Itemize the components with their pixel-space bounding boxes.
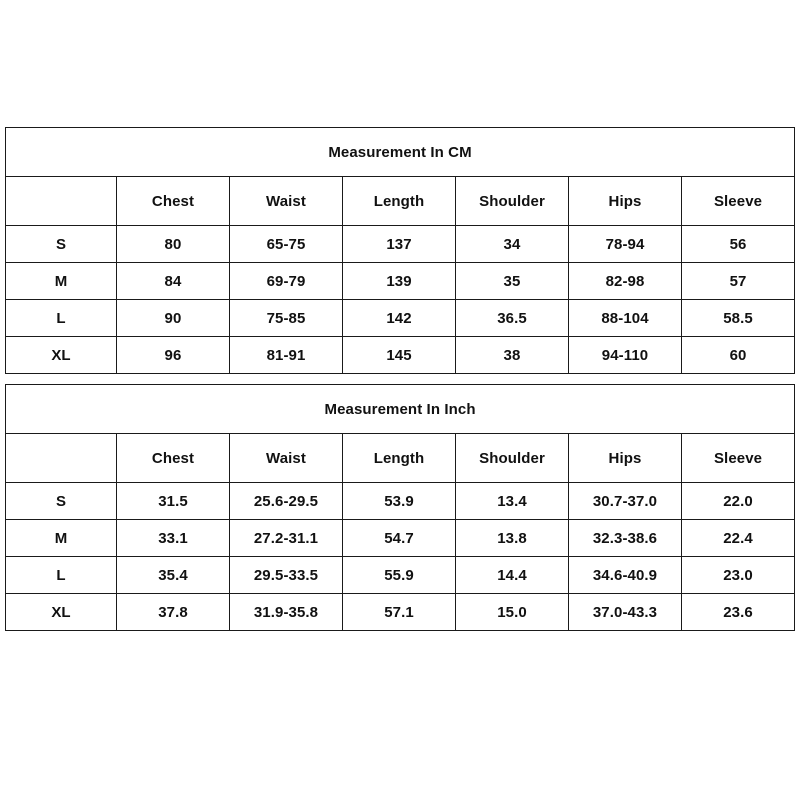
cell-hips: 30.7-37.0: [569, 483, 682, 520]
column-header-length: Length: [343, 434, 456, 483]
table-title: Measurement In Inch: [6, 385, 795, 434]
column-header-chest: Chest: [117, 177, 230, 226]
cell-shoulder: 35: [456, 263, 569, 300]
cell-sleeve: 60: [682, 337, 795, 374]
size-label: S: [6, 483, 117, 520]
cell-shoulder: 15.0: [456, 594, 569, 631]
header-row: [6, 434, 795, 483]
size-label: S: [6, 226, 117, 263]
size-label: XL: [6, 594, 117, 631]
cell-shoulder: 14.4: [456, 557, 569, 594]
size-chart-inch: [5, 384, 795, 631]
cell-shoulder: 38: [456, 337, 569, 374]
cell-sleeve: 56: [682, 226, 795, 263]
cell-length: 142: [343, 300, 456, 337]
cell-waist: 27.2-31.1: [230, 520, 343, 557]
cell-chest: 31.5: [117, 483, 230, 520]
corner-cell: [6, 177, 117, 226]
size-label: L: [6, 300, 117, 337]
cell-chest: 90: [117, 300, 230, 337]
cell-waist: 69-79: [230, 263, 343, 300]
cell-waist: 75-85: [230, 300, 343, 337]
table-row: [6, 337, 795, 374]
table-row: [6, 300, 795, 337]
cell-sleeve: 22.4: [682, 520, 795, 557]
cell-shoulder: 13.4: [456, 483, 569, 520]
table-row: [6, 226, 795, 263]
cell-waist: 25.6-29.5: [230, 483, 343, 520]
cell-chest: 37.8: [117, 594, 230, 631]
cell-length: 57.1: [343, 594, 456, 631]
table-row: [6, 520, 795, 557]
column-header-hips: Hips: [569, 177, 682, 226]
column-header-shoulder: Shoulder: [456, 434, 569, 483]
cell-sleeve: 23.6: [682, 594, 795, 631]
cell-waist: 31.9-35.8: [230, 594, 343, 631]
cell-length: 145: [343, 337, 456, 374]
cell-length: 55.9: [343, 557, 456, 594]
cell-hips: 94-110: [569, 337, 682, 374]
cell-hips: 78-94: [569, 226, 682, 263]
cell-waist: 29.5-33.5: [230, 557, 343, 594]
column-header-shoulder: Shoulder: [456, 177, 569, 226]
cell-length: 137: [343, 226, 456, 263]
table-row: [6, 483, 795, 520]
column-header-hips: Hips: [569, 434, 682, 483]
cell-sleeve: 57: [682, 263, 795, 300]
cell-length: 139: [343, 263, 456, 300]
column-header-chest: Chest: [117, 434, 230, 483]
cell-length: 53.9: [343, 483, 456, 520]
cell-hips: 37.0-43.3: [569, 594, 682, 631]
table-title: Measurement In CM: [6, 128, 795, 177]
cell-sleeve: 22.0: [682, 483, 795, 520]
cell-chest: 84: [117, 263, 230, 300]
cell-shoulder: 34: [456, 226, 569, 263]
cell-chest: 35.4: [117, 557, 230, 594]
table-row: [6, 263, 795, 300]
header-row: [6, 177, 795, 226]
cell-waist: 65-75: [230, 226, 343, 263]
column-header-waist: Waist: [230, 434, 343, 483]
table-row: [6, 594, 795, 631]
column-header-sleeve: Sleeve: [682, 177, 795, 226]
cell-hips: 34.6-40.9: [569, 557, 682, 594]
cell-chest: 80: [117, 226, 230, 263]
size-label: M: [6, 263, 117, 300]
column-header-sleeve: Sleeve: [682, 434, 795, 483]
cell-waist: 81-91: [230, 337, 343, 374]
table-row: [6, 557, 795, 594]
cell-hips: 82-98: [569, 263, 682, 300]
cell-sleeve: 58.5: [682, 300, 795, 337]
cell-hips: 32.3-38.6: [569, 520, 682, 557]
cell-chest: 96: [117, 337, 230, 374]
corner-cell: [6, 434, 117, 483]
size-label: M: [6, 520, 117, 557]
cell-length: 54.7: [343, 520, 456, 557]
cell-hips: 88-104: [569, 300, 682, 337]
cell-shoulder: 36.5: [456, 300, 569, 337]
size-label: L: [6, 557, 117, 594]
cell-chest: 33.1: [117, 520, 230, 557]
cell-shoulder: 13.8: [456, 520, 569, 557]
column-header-waist: Waist: [230, 177, 343, 226]
cell-sleeve: 23.0: [682, 557, 795, 594]
size-label: XL: [6, 337, 117, 374]
column-header-length: Length: [343, 177, 456, 226]
size-chart-cm: [5, 127, 795, 374]
